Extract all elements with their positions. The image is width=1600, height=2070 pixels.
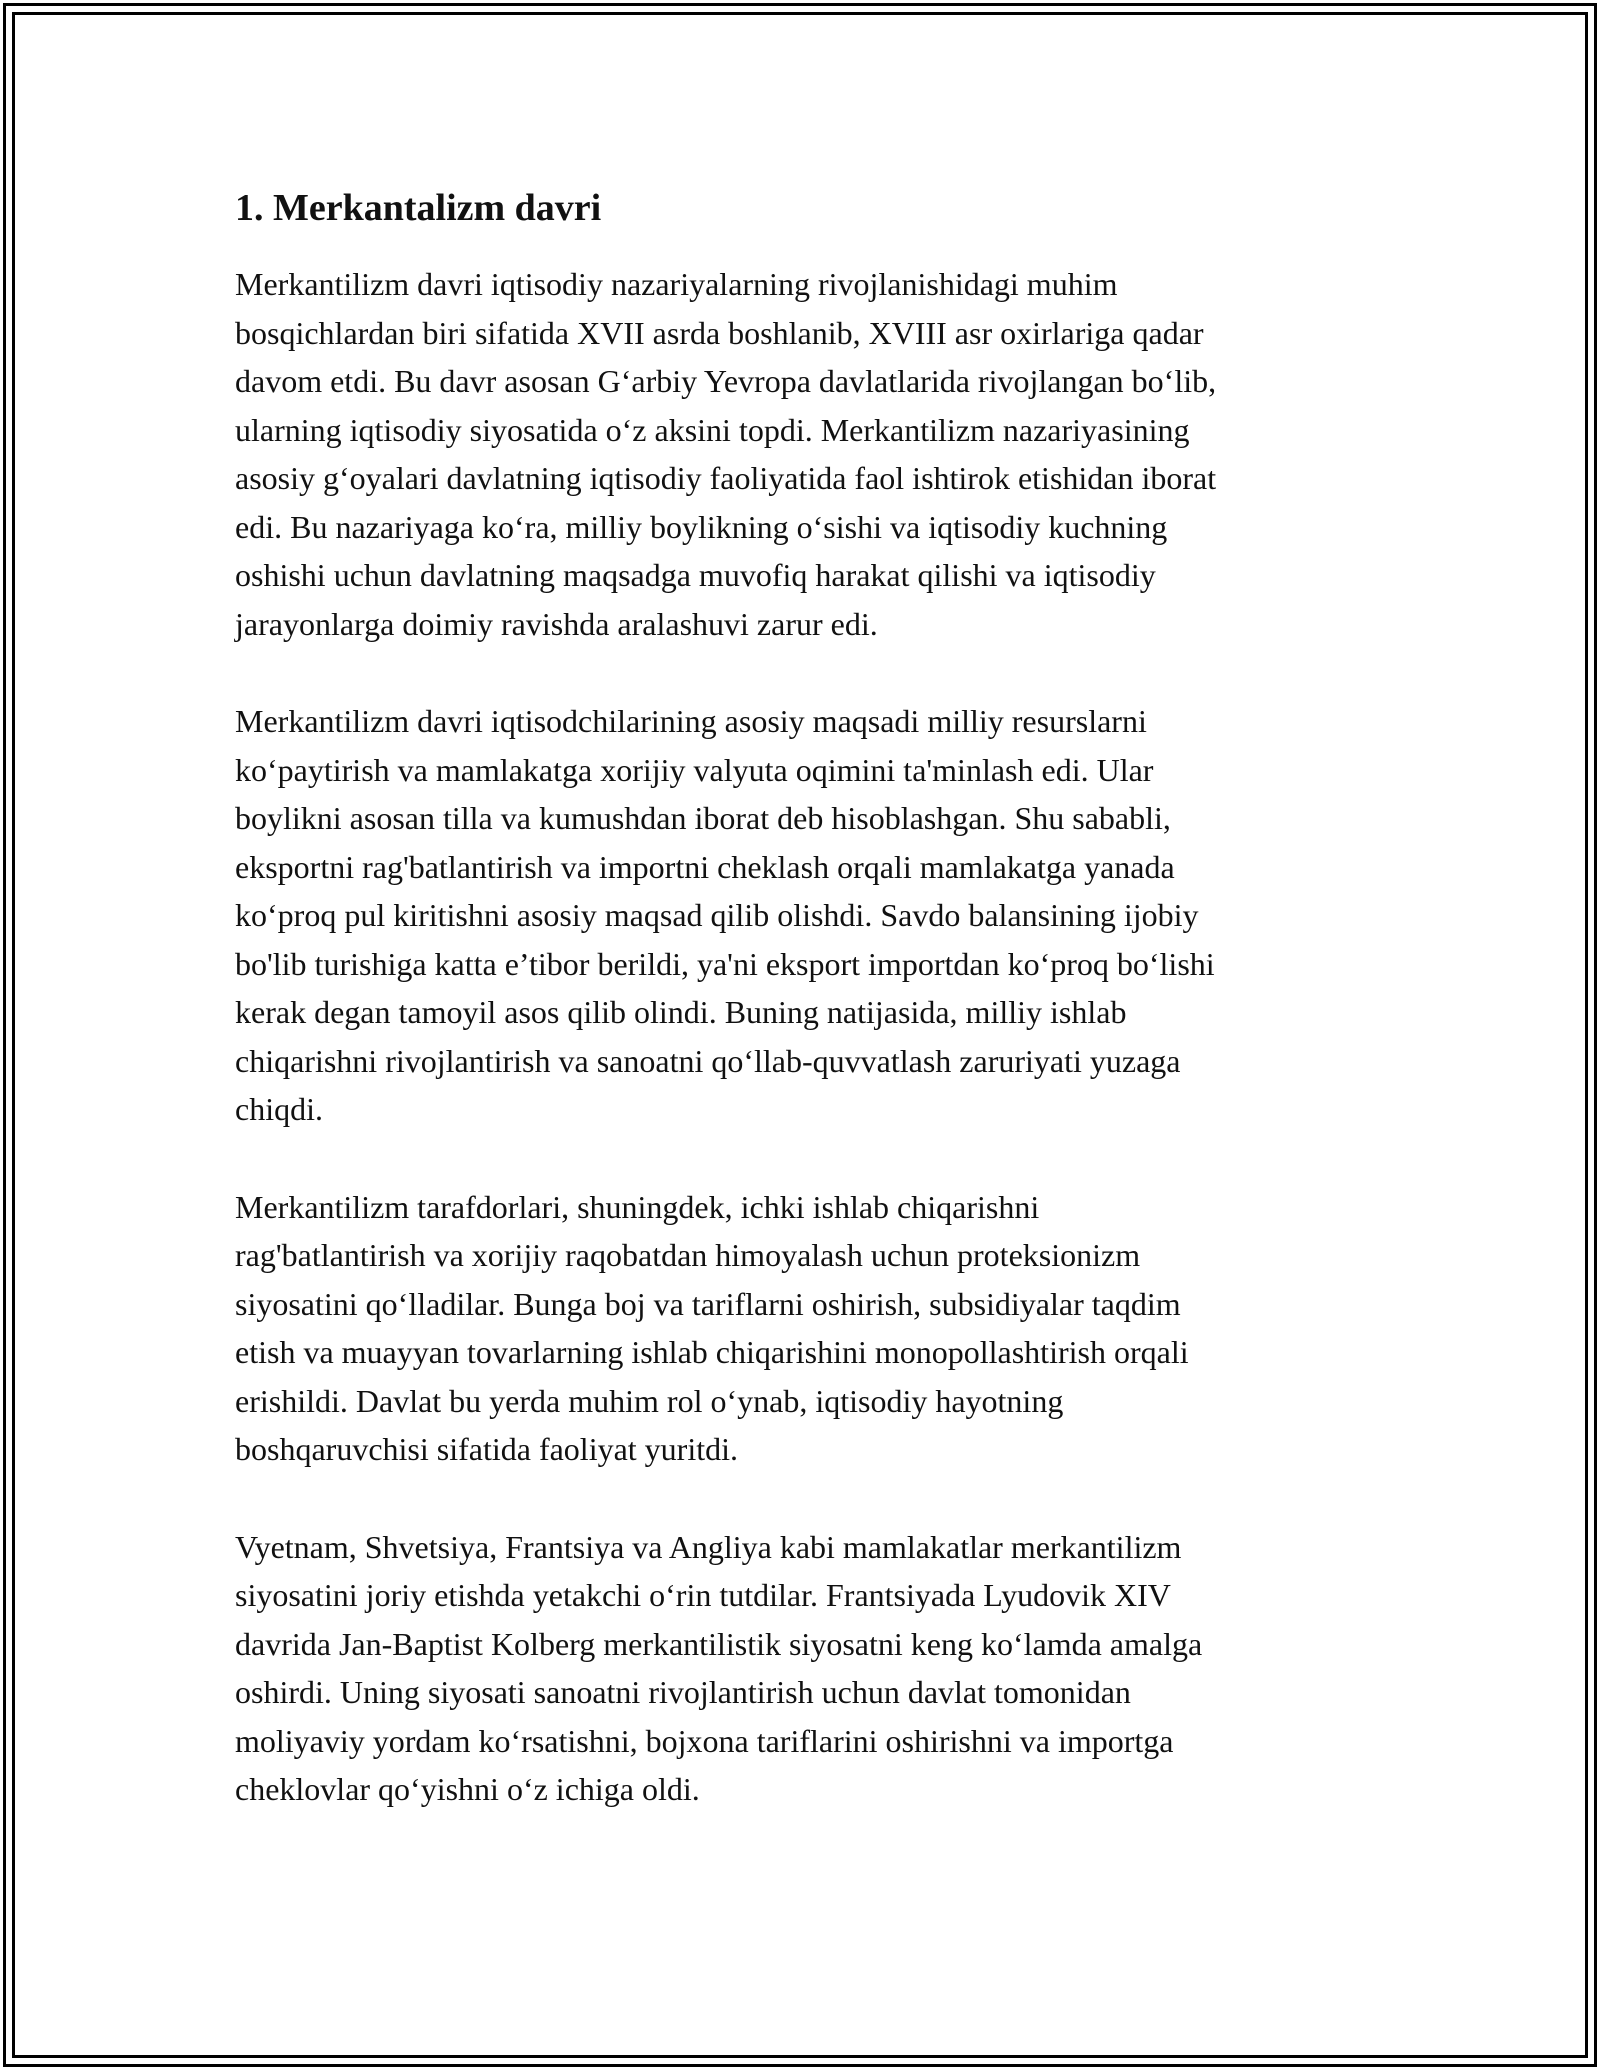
text-line: ko‘paytirish va mamlakatga xorijiy valyuta oqimini ta'minlash edi. Ular [235,751,1154,788]
section-heading: 1. Merkantalizm davri [235,187,602,229]
paragraph-list [235,260,1385,1814]
text-line: boylikni asosan tilla va kumushdan iborat deb hisoblashgan. Shu sababli, [235,800,1171,836]
text-line: kerak degan tamoyil asos qilib olindi. Buning natijasida, milliy ishlab [235,994,1127,1030]
text-line: siyosatini joriy etishda yetakchi o‘rin tutdilar. Frantsiyada Lyudovik XIV [235,1577,1171,1613]
text-line: davom etdi. Bu davr asosan G‘arbiy Yevropa davlatlarida rivojlangan bo‘lib, [235,363,1217,399]
text-line: etish va muayyan tovarlarning ishlab chiqarishini monopollashtirish orqali [235,1334,1189,1370]
text-line: oshirdi. Uning siyosati sanoatni rivojlantirish uchun davlat tomonidan [235,1674,1131,1710]
text-line: siyosatini qo‘lladilar. Bunga boj va tariflarni oshirish, subsidiyalar taqdim [235,1285,1181,1322]
text-line: boshqaruvchisi sifatida faoliyat yuritdi. [235,1431,738,1467]
text-line: Merkantilizm davri iqtisodiy nazariyalarning rivojlanishidagi muhim [235,266,1118,302]
text-line: Merkantilizm davri iqtisodchilarining asosiy maqsadi milliy resurslarni [235,703,1147,739]
text-line: jarayonlarga doimiy ravishda aralashuvi zarur edi. [235,605,878,642]
text-line: moliyaviy yordam ko‘rsatishni, bojxona tariflarini oshirishni va importga [235,1722,1174,1759]
text-line: chiqdi. [235,1091,323,1127]
text-line: ularning iqtisodiy siyosatida o‘z aksini topdi. Merkantilizm nazariyasining [235,411,1190,448]
text-line: davrida Jan-Baptist Kolberg merkantilistik siyosatni keng ko‘lamda amalga [235,1625,1203,1662]
text-line: eksportni rag'batlantirish va importni cheklash orqali mamlakatga yanada [235,848,1175,885]
text-line: Vyetnam, Shvetsiya, Frantsiya va Angliya kabi mamlakatlar merkantilizm [235,1528,1182,1565]
paragraph-2 [235,697,1385,1134]
text-line: ko‘proq pul kiritishni asosiy maqsad qilib olishdi. Savdo balansining ijobiy [235,897,1199,933]
text-line: bo'lib turishiga katta e’tibor berildi, ya'ni eksport importdan ko‘proq bo‘lishi [235,945,1215,982]
text-line: asosiy g‘oyalari davlatning iqtisodiy faoliyatida faol ishtirok etishidan iborat [235,460,1217,496]
paragraph-3 [235,1183,1385,1474]
paragraph-4 [235,1523,1385,1814]
text-line: erishildi. Davlat bu yerda muhim rol o‘ynab, iqtisodiy hayotning [235,1382,1064,1419]
text-line: edi. Bu nazariyaga ko‘ra, milliy boylikning o‘sishi va iqtisodiy kuchning [235,508,1168,545]
document-body [235,186,1385,1863]
text-line: cheklovlar qo‘yishni o‘z ichiga oldi. [235,1771,700,1807]
text-line: oshishi uchun davlatning maqsadga muvofiq harakat qilishi va iqtisodiy [235,557,1156,593]
text-line: Merkantilizm tarafdorlari, shuningdek, ichki ishlab chiqarishni [235,1188,1040,1225]
text-line: rag'batlantirish va xorijiy raqobatdan himoyalash uchun proteksionizm [235,1237,1141,1273]
text-line: chiqarishni rivojlantirish va sanoatni qo‘llab-quvvatlash zaruriyati yuzaga [235,1042,1181,1079]
paragraph-1 [235,260,1385,648]
text-line: bosqichlardan biri sifatida XVII asrda boshlanib, XVIII asr oxirlariga qadar [235,314,1204,351]
